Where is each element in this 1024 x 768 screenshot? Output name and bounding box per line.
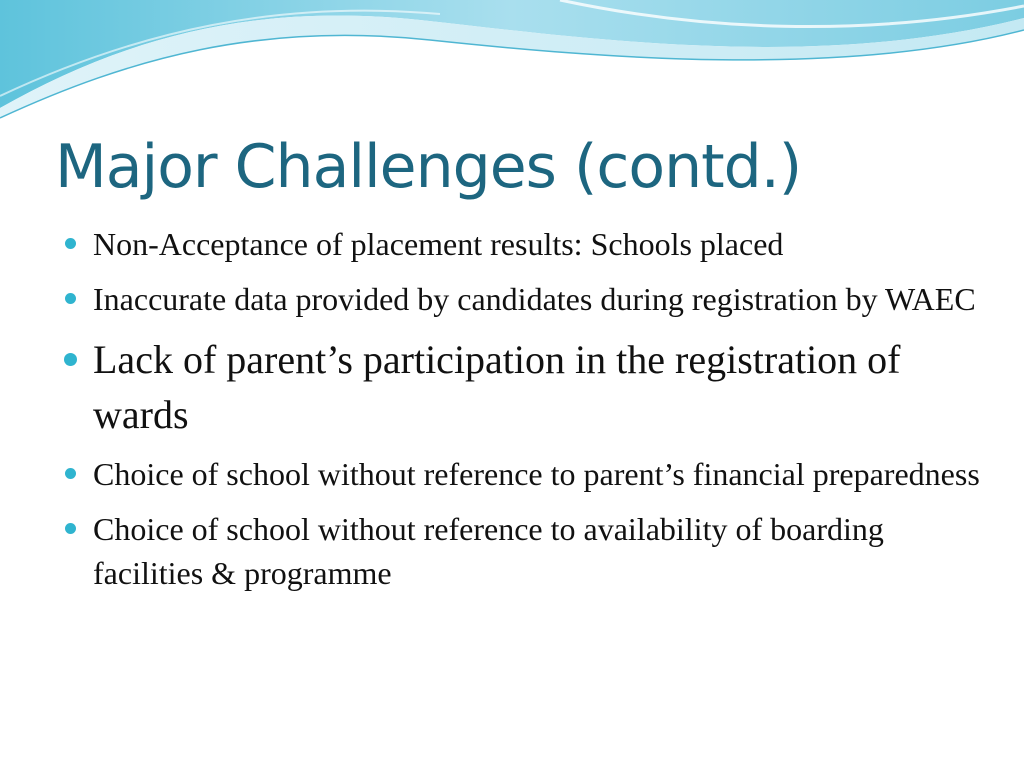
bullet-text: Inaccurate data provided by candidates during registration by WAEC [93,281,976,317]
slide-title: Major Challenges (contd.) [55,132,802,202]
bullet-item [62,277,992,321]
bullet-text: Lack of parent’s participation in the registration of wards [93,337,901,437]
bullet-item [62,452,992,496]
bullet-dot-icon [65,468,76,479]
bullet-text: Non-Acceptance of placement results: Schools placed [93,226,784,262]
bullet-text: Choice of school without reference to availability of boarding facilities & programme [93,511,884,591]
bullet-dot-icon [65,523,76,534]
bullet-item [62,332,992,442]
bullet-dot-icon [65,238,76,249]
bullet-item [62,507,992,595]
header-wave-decoration [0,0,1024,130]
bullet-dot-icon [65,293,76,304]
bullet-item [62,222,992,266]
bullet-dot-icon [64,353,77,366]
bullet-text: Choice of school without reference to parent’s financial preparedness [93,456,980,492]
bullet-list [62,222,992,606]
